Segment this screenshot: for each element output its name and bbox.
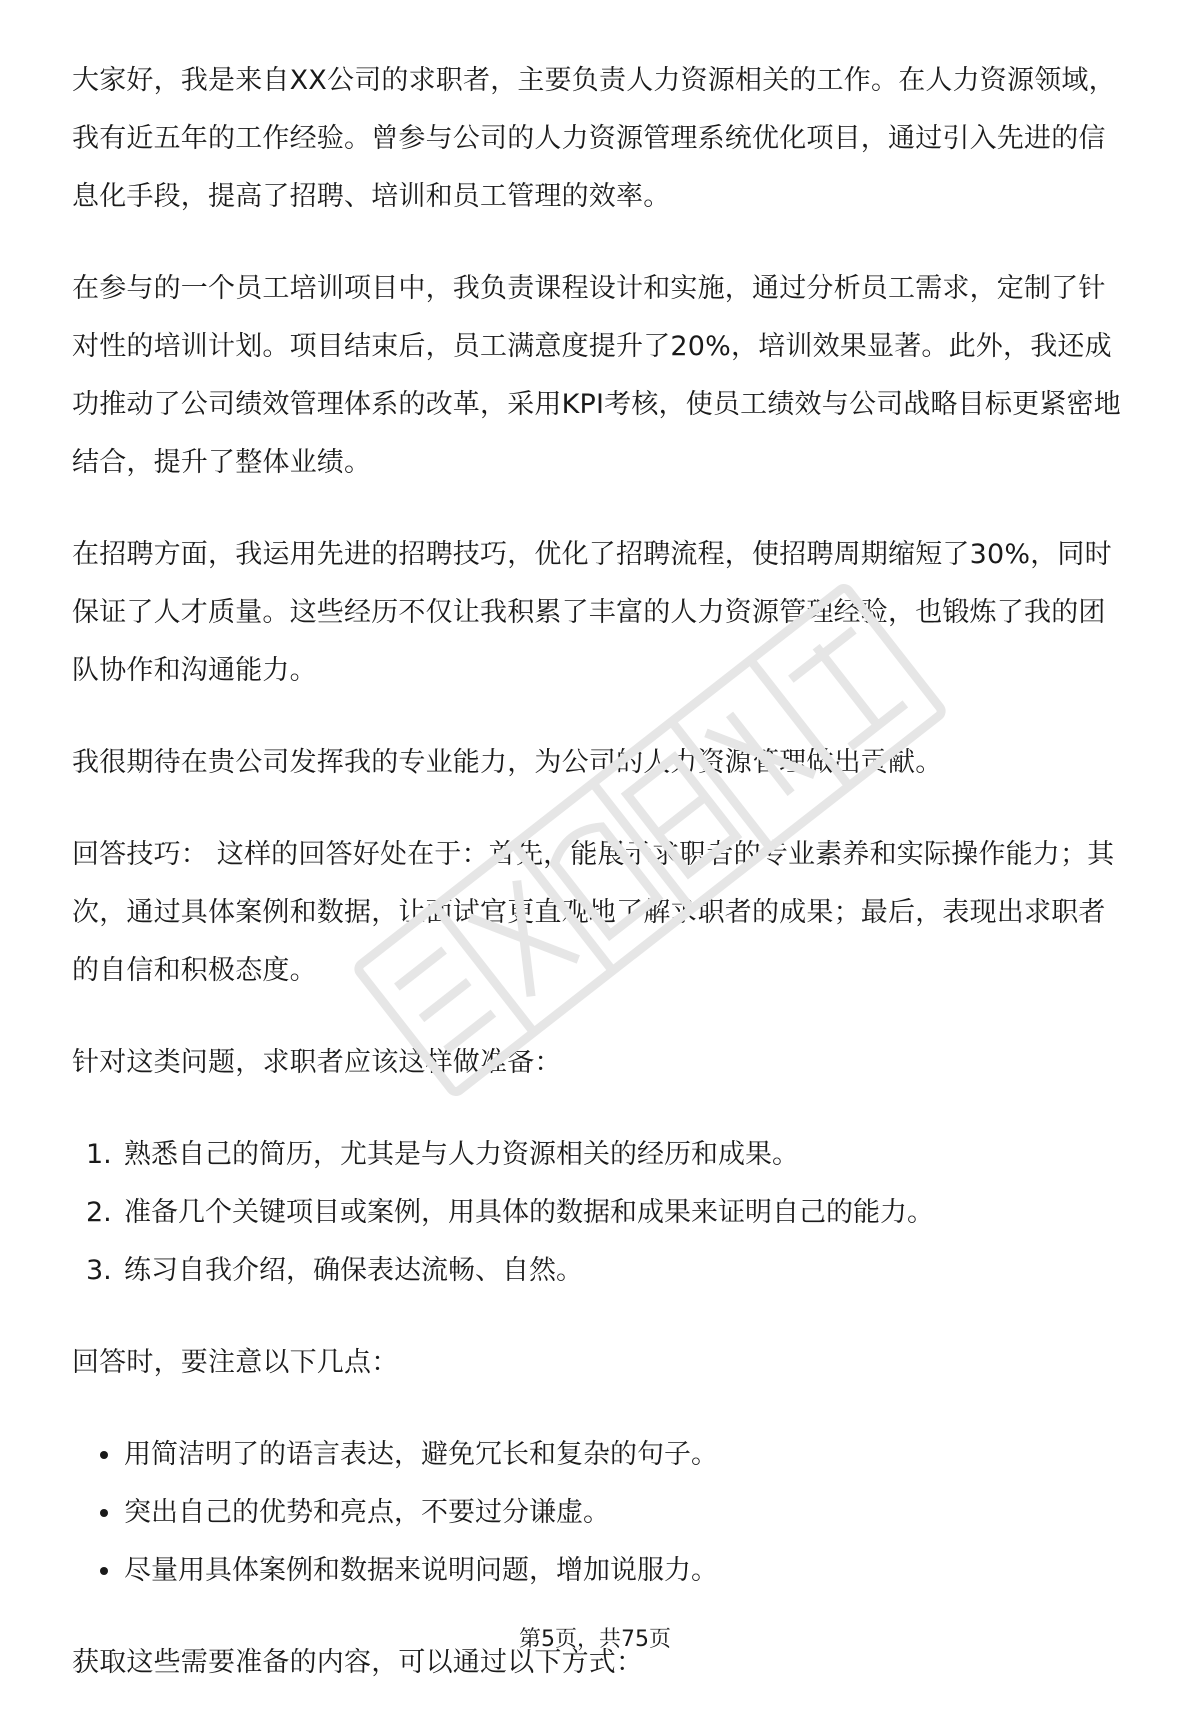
paragraph-recruitment: 在招聘方面，我运用先进的招聘技巧，优化了招聘流程，使招聘周期缩短了30%，同时保证了人才质量。这些经历不仅让我积累了丰富的人力资源管理经验，也锻炼了我的团队协作和沟通能力。: [72, 539, 1112, 686]
paragraph-answer-notes: 回答时，要注意以下几点：: [72, 1347, 399, 1378]
bullet-dot-icon: [100, 1451, 108, 1459]
list-number: 3.: [86, 1255, 112, 1286]
list-item-text: 用简洁明了的语言表达，避免冗长和复杂的句子。: [124, 1439, 718, 1470]
list-item-text: 熟悉自己的简历，尤其是与人力资源相关的经历和成果。: [124, 1139, 799, 1170]
list-item: [72, 1484, 1132, 1542]
list-number: 1.: [86, 1139, 112, 1170]
list-item: [72, 1126, 1132, 1184]
document-body: [72, 52, 1132, 1726]
paragraph-training-project: 在参与的一个员工培训项目中，我负责课程设计和实施，通过分析员工需求，定制了针对性的培训计划。项目结束后，员工满意度提升了20%，培训效果显著。此外，我还成功推动了公司绩效管理体系的改革，采用KPI考核，使员工绩效与公司战略目标更紧密地结合，提升了整体业绩。: [72, 273, 1121, 478]
list-item-text: 准备几个关键项目或案例，用具体的数据和成果来证明自己的能力。: [124, 1197, 934, 1228]
list-item-text: 练习自我介绍，确保表达流畅、自然。: [124, 1255, 583, 1286]
list-item: [72, 1426, 1132, 1484]
bullet-dot-icon: [100, 1567, 108, 1575]
bullet-list: [72, 1426, 1132, 1600]
list-item: [72, 1184, 1132, 1242]
page-footer: 第5页，共75页: [519, 1627, 671, 1652]
list-item-text: 尽量用具体案例和数据来说明问题，增加说服力。: [124, 1555, 718, 1586]
list-item: [72, 1242, 1132, 1300]
list-item: [72, 1542, 1132, 1600]
paragraph-preparation-intro: 针对这类问题，求职者应该这样做准备：: [72, 1047, 562, 1078]
list-number: 2.: [86, 1197, 112, 1228]
paragraph-expectation: 我很期待在贵公司发挥我的专业能力，为公司的人力资源管理做出贡献。: [72, 747, 943, 778]
list-item-text: 突出自己的优势和亮点，不要过分谦虚。: [124, 1497, 610, 1528]
paragraph-answer-tips: 回答技巧： 这样的回答好处在于：首先，能展示求职者的专业素养和实际操作能力；其次，通过具体案例和数据，让面试官更直观地了解求职者的成果；最后，表现出求职者的自信和积极态度。: [72, 839, 1115, 986]
numbered-list: [72, 1126, 1132, 1300]
bullet-dot-icon: [100, 1509, 108, 1517]
paragraph-intro: 大家好，我是来自XX公司的求职者，主要负责人力资源相关的工作。在人力资源领域，我有近五年的工作经验。曾参与公司的人力资源管理系统优化项目，通过引入先进的信息化手段，提高了招聘、培训和员工管理的效率。: [72, 65, 1116, 212]
paragraph-final: 获取这些需要准备的内容，可以通过以下方式：: [72, 1647, 644, 1678]
